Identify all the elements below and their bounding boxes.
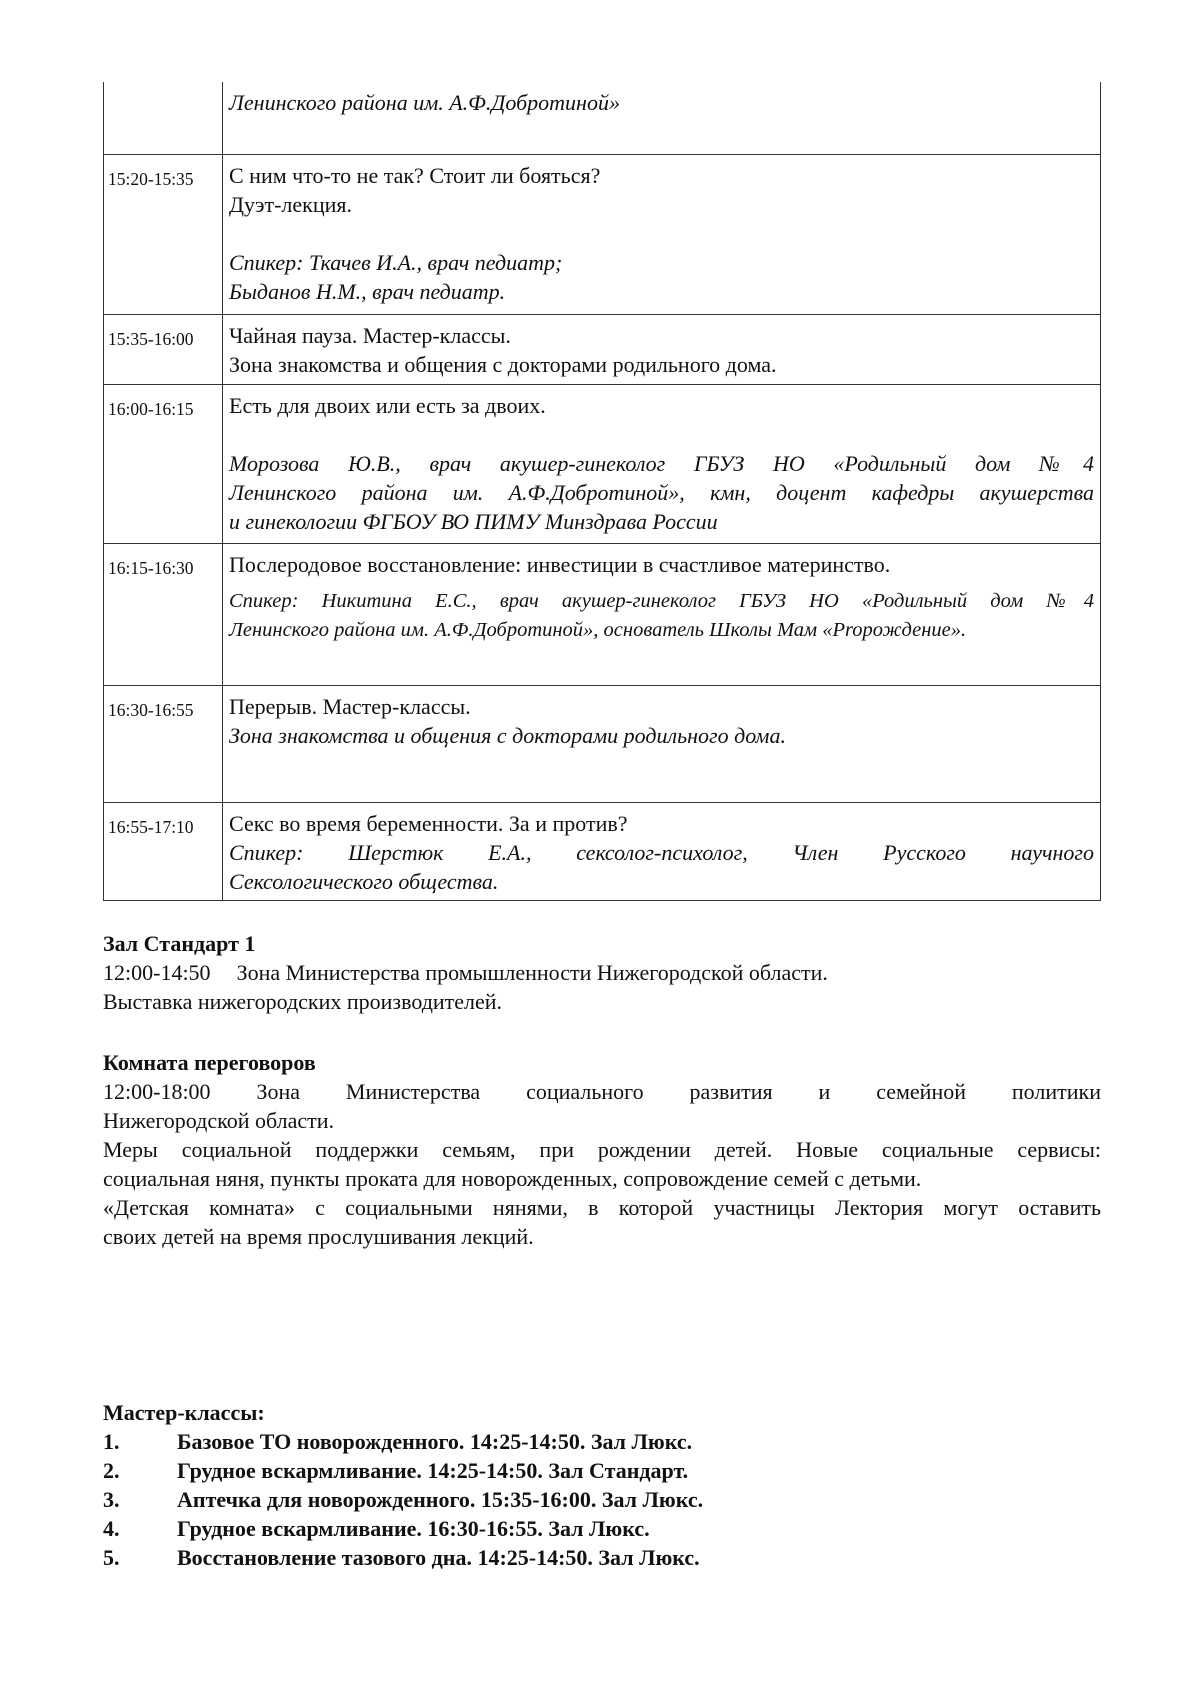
speaker-line: Зона знакомства и общения с докторами родильного дома. — [229, 722, 786, 748]
speaker-line: Ленинского района им. А.Ф.Добротиной», основатель Школы Мам «Proрождение». — [229, 618, 967, 641]
list-item — [103, 1427, 1101, 1456]
time-cell: 16:30-16:55 — [104, 685, 223, 802]
masterclass-list — [103, 1427, 1101, 1572]
section-line: своих детей на время прослушивания лекций. — [103, 1224, 534, 1249]
item-text: Грудное вскармливание. 14:25-14:50. Зал Стандарт. — [177, 1458, 689, 1483]
content-cell — [223, 154, 1101, 314]
content-cell — [223, 802, 1101, 900]
table-row — [104, 802, 1101, 900]
negotiation-room-section — [103, 1048, 1101, 1251]
speaker-line: Быданов Н.М., врач педиатр. — [229, 278, 506, 304]
zone-text: Зона Министерства промышленности Нижегородской области. — [236, 960, 828, 985]
talk-title-line: Послеродовое восстановление: инвестиции в счастливое материнство. — [229, 551, 891, 577]
item-number: 3. — [103, 1487, 120, 1512]
item-text: Аптечка для новорожденного. 15:35-16:00. Зал Люкс. — [177, 1487, 704, 1512]
item-text: Базовое ТО новорожденного. 14:25-14:50. Зал Люкс. — [177, 1429, 693, 1454]
list-item — [103, 1514, 1101, 1543]
list-item — [103, 1456, 1101, 1485]
item-text: Грудное вскармливание. 16:30-16:55. Зал Люкс. — [177, 1516, 650, 1541]
table-row — [104, 82, 1101, 154]
section-line: Нижегородской области. — [103, 1108, 335, 1133]
list-item — [103, 1543, 1101, 1572]
section-line — [103, 958, 1101, 987]
speaker-line: Сексологического общества. — [229, 868, 499, 894]
item-number: 5. — [103, 1545, 120, 1570]
time-cell: 16:55-17:10 — [104, 802, 223, 900]
time-cell — [104, 82, 223, 154]
talk-title-line: С ним что-то не так? Стоит ли бояться? — [229, 162, 601, 188]
time-cell: 15:35-16:00 — [104, 314, 223, 384]
section-heading: Мастер-классы: — [103, 1400, 265, 1425]
speaker-line: Ленинского района им. А.Ф.Добротиной» — [229, 90, 620, 115]
talk-title-line: Чайная пауза. Мастер-классы. — [229, 322, 511, 348]
time-cell: 15:20-15:35 — [104, 154, 223, 314]
table-row — [104, 384, 1101, 543]
content-cell — [223, 685, 1101, 802]
content-cell — [223, 314, 1101, 384]
speaker-line: и гинекологии ФГБОУ ВО ПИМУ Минздрава России — [229, 508, 718, 534]
section-line: «Детская комната» с социальными нянями, в которой участницы Лектория могут оставить — [103, 1195, 1101, 1220]
content-cell — [223, 82, 1101, 154]
item-text: Восстановление тазового дна. 14:25-14:50. Зал Люкс. — [177, 1545, 700, 1570]
list-item — [103, 1485, 1101, 1514]
speaker-line: Спикер: Шерстюк Е.А., сексолог-психолог, Член Русского научного — [229, 839, 1094, 865]
speaker-line: Ленинского района им. А.Ф.Добротиной», кмн, доцент кафедры акушерства — [229, 479, 1094, 505]
time-cell: 16:15-16:30 — [104, 543, 223, 685]
item-number: 2. — [103, 1458, 120, 1483]
table-row — [104, 154, 1101, 314]
section-heading: Зал Стандарт 1 — [103, 931, 256, 956]
section-line: Меры социальной поддержки семьям, при рождении детей. Новые социальные сервисы: — [103, 1137, 1101, 1162]
masterclasses-section — [103, 1398, 1101, 1572]
speaker-line: Морозова Ю.В., врач акушер-гинеколог ГБУЗ НО «Родильный дом №4 — [229, 450, 1094, 476]
time-cell: 16:00-16:15 — [104, 384, 223, 543]
section-line: Выставка нижегородских производителей. — [103, 989, 503, 1014]
table-row — [104, 314, 1101, 384]
section-heading: Комната переговоров — [103, 1050, 316, 1075]
talk-title-line: Зона знакомства и общения с докторами родильного дома. — [229, 351, 777, 377]
section-line: социальная няня, пункты проката для новорожденных, сопровождение семей с детьми. — [103, 1166, 922, 1191]
talk-title-line: Есть для двоих или есть за двоих. — [229, 392, 546, 418]
speaker-line: Спикер: Никитина Е.С., врач акушер-гинеколог ГБУЗ НО «Родильный дом №4 — [229, 589, 1094, 612]
section-line: 12:00-18:00 Зона Министерства социального развития и семейной политики — [103, 1079, 1101, 1104]
talk-title-line: Дуэт-лекция. — [229, 191, 352, 217]
item-number: 1. — [103, 1429, 120, 1454]
schedule-table — [103, 82, 1101, 901]
item-number: 4. — [103, 1516, 120, 1541]
speaker-line: Спикер: Ткачев И.А., врач педиатр; — [229, 249, 563, 275]
table-row — [104, 543, 1101, 685]
standard-hall-section — [103, 929, 1101, 1016]
talk-title-line: Секс во время беременности. За и против? — [229, 810, 628, 836]
time-label: 12:00-14:50 — [103, 960, 211, 985]
talk-title-line: Перерыв. Мастер-классы. — [229, 693, 471, 719]
table-row — [104, 685, 1101, 802]
content-cell — [223, 384, 1101, 543]
content-cell — [223, 543, 1101, 685]
